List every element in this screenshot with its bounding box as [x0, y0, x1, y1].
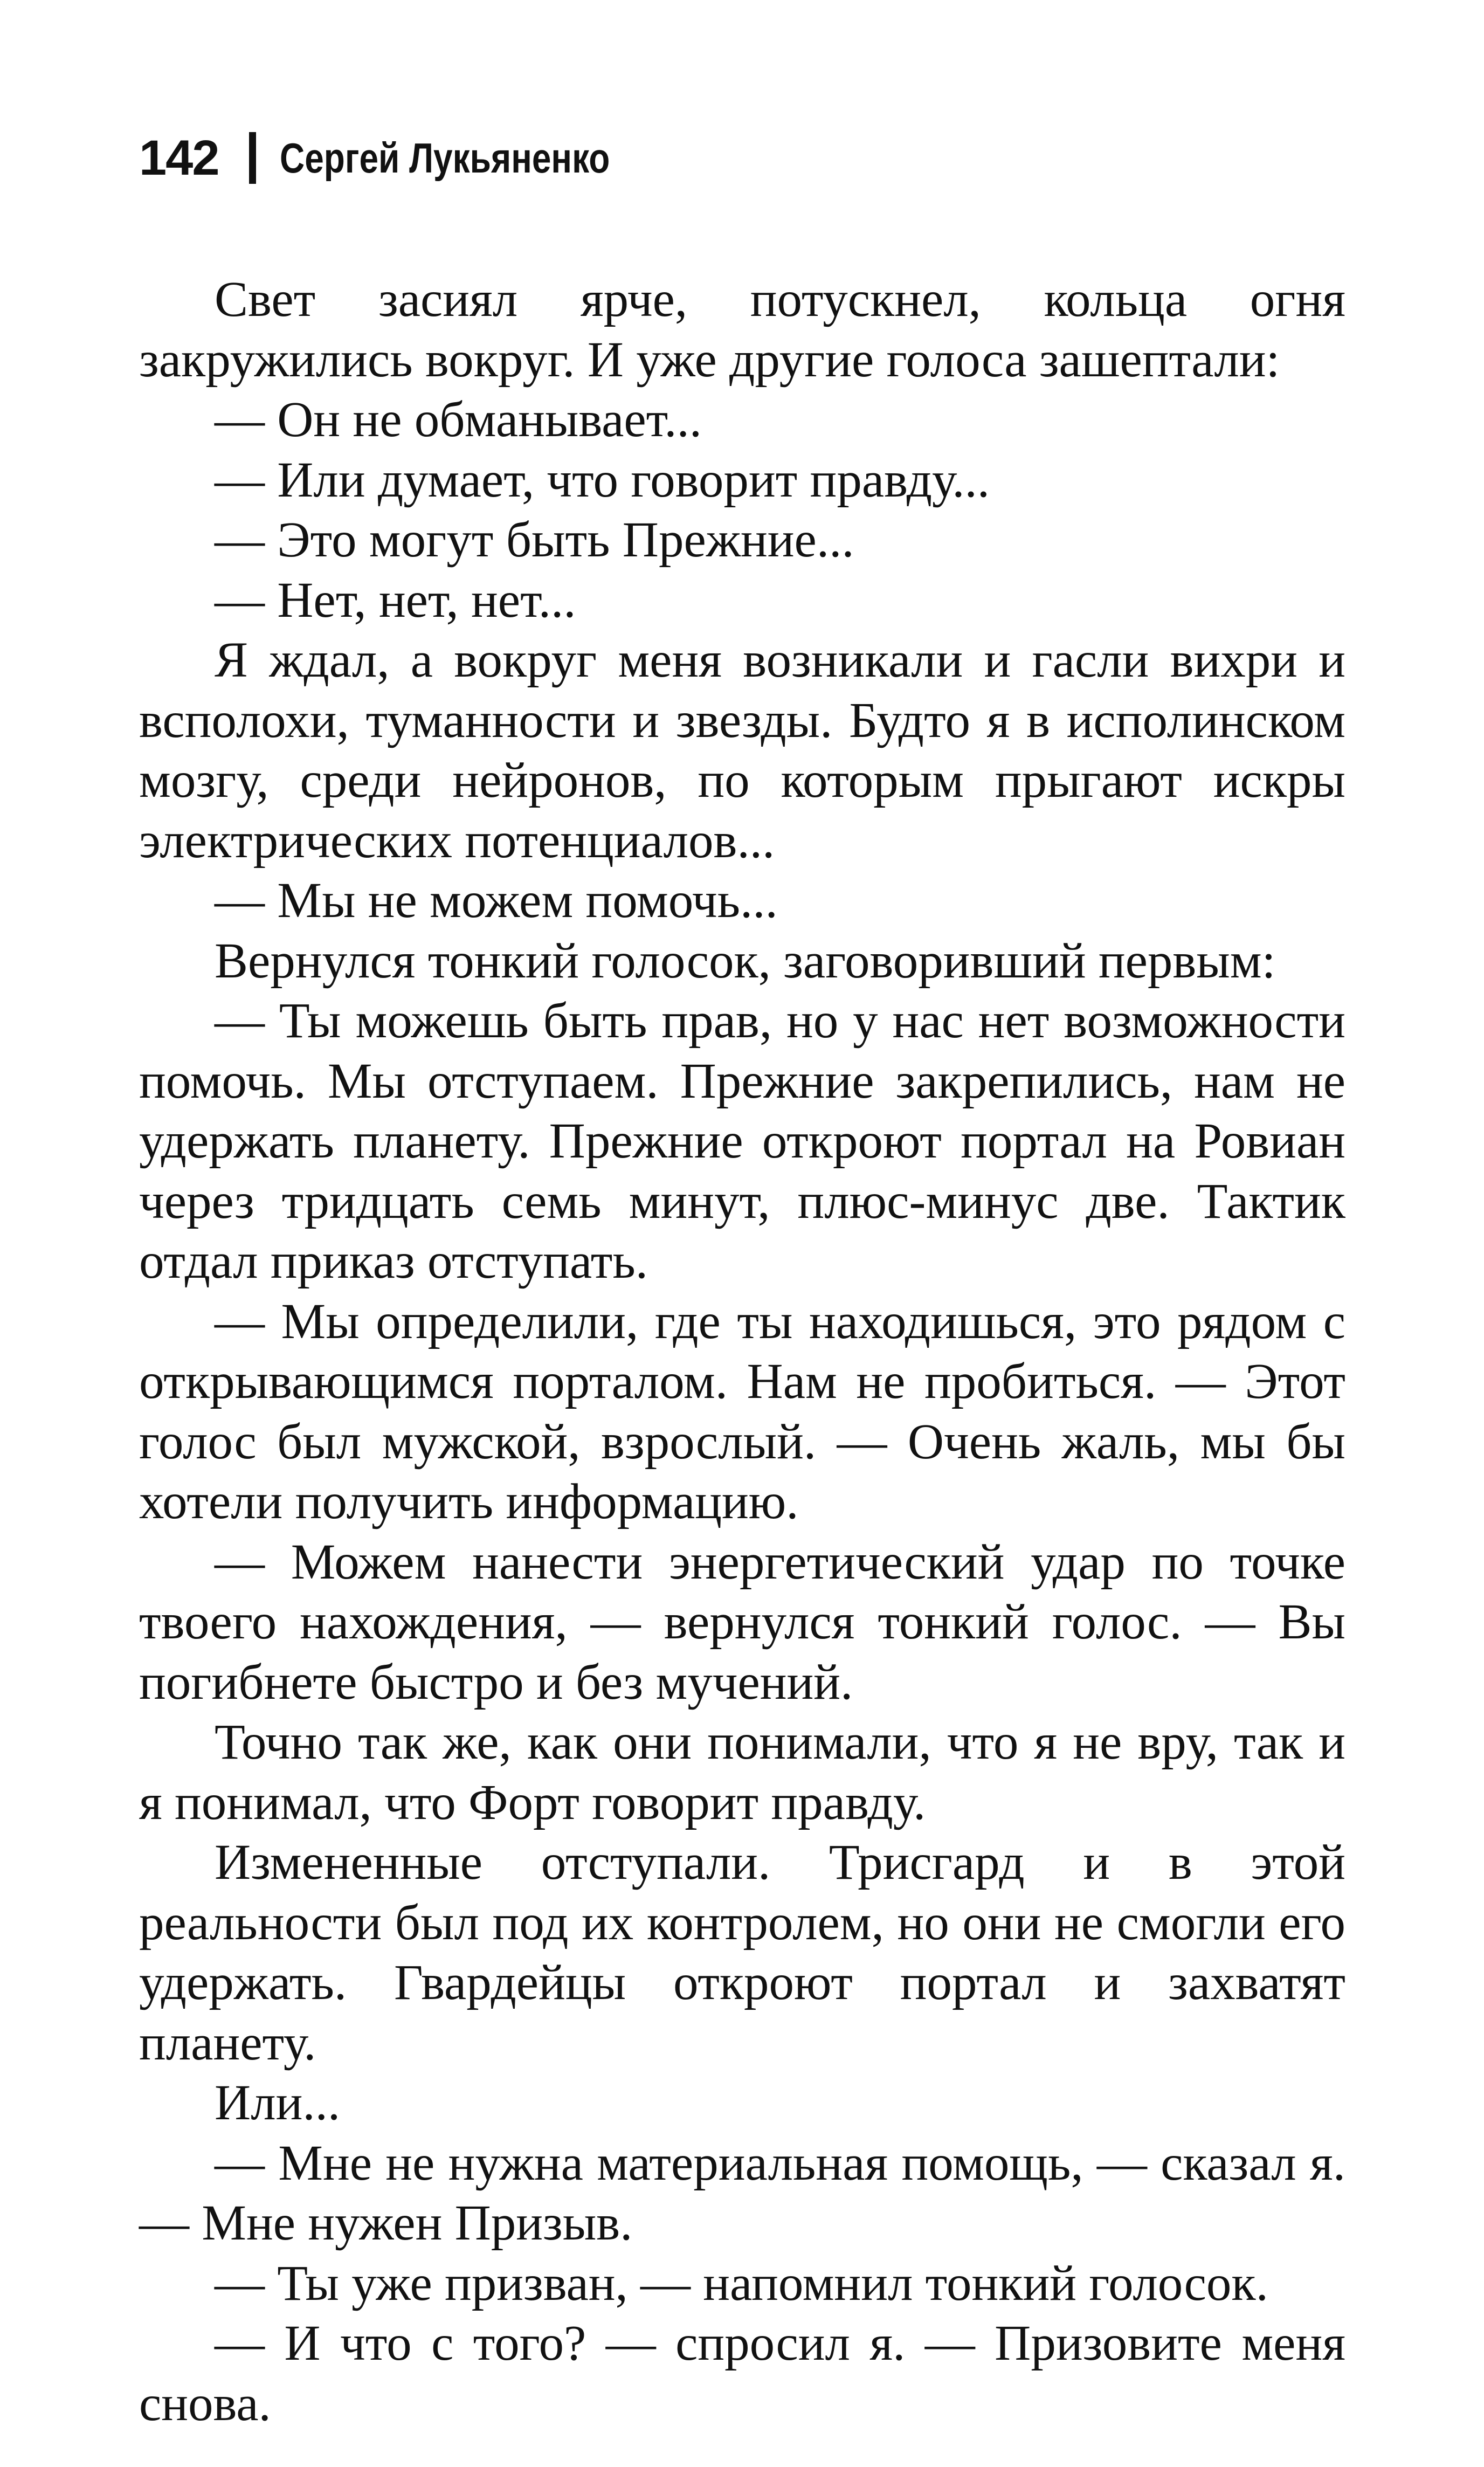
running-title-author: Сергей Лукьяненко — [279, 134, 610, 182]
body-text — [139, 270, 1345, 2434]
page-number: 142 — [139, 130, 219, 185]
paragraph: Измененные отступали. Трисгард и в этой реальности был под их контролем, но они не смогли его удержать. Гвардейцы откроют портал и захватят планету. — [139, 1835, 1345, 2071]
paragraph: — Ты можешь быть прав, но у нас нет возможности помочь. Мы отступаем. Прежние закрепились, нам не удержать планету. Прежние откроют портал на Ровиан через тридцать семь минут, плюс-минус две. Тактик отдал приказ отступать. — [139, 993, 1345, 1289]
paragraph: — Мы не можем помочь... — [215, 873, 778, 928]
paragraph: Или... — [215, 2075, 341, 2131]
paragraph: Точно так же, как они понимали, что я не вру, так и я понимал, что Форт говорит правду. — [139, 1714, 1345, 1830]
paragraph: — Ты уже призван, — напомнил тонкий голосок. — [215, 2255, 1268, 2311]
paragraph: — Можем нанести энергетический удар по точке твоего нахождения, — вернулся тонкий голос. — Вы погибнете быстро и без мучений. — [139, 1534, 1345, 1710]
paragraph: — Он не обманывает... — [215, 392, 702, 447]
paragraph: — И что с того? — спросил я. — Призовите меня снова. — [139, 2316, 1345, 2431]
paragraph: — Мне не нужна материальная помощь, — сказал я. — Мне нужен Призыв. — [139, 2135, 1345, 2251]
paragraph: — Это могут быть Прежние... — [215, 512, 854, 568]
paragraph: Вернулся тонкий голосок, заговоривший первым: — [215, 933, 1276, 989]
header-divider — [249, 132, 256, 184]
paragraph: — Нет, нет, нет... — [215, 572, 576, 628]
paragraph: Свет засиял ярче, потускнел, кольца огня закружились вокруг. И уже другие голоса зашептали: — [139, 272, 1345, 388]
paragraph: Я ждал, а вокруг меня возникали и гасли вихри и всполохи, туманности и звезды. Будто я в исполинском мозгу, среди нейронов, по которым прыгают искры электрических потенциалов... — [139, 632, 1345, 869]
running-head — [139, 128, 682, 188]
paragraph: — Мы определили, где ты находишься, это рядом с открывающимся порталом. Нам не пробиться. — Этот голос был мужской, взрослый. — Очень жаль, мы бы хотели получить информацию. — [139, 1293, 1345, 1529]
paragraph: — Или думает, что говорит правду... — [215, 452, 990, 508]
